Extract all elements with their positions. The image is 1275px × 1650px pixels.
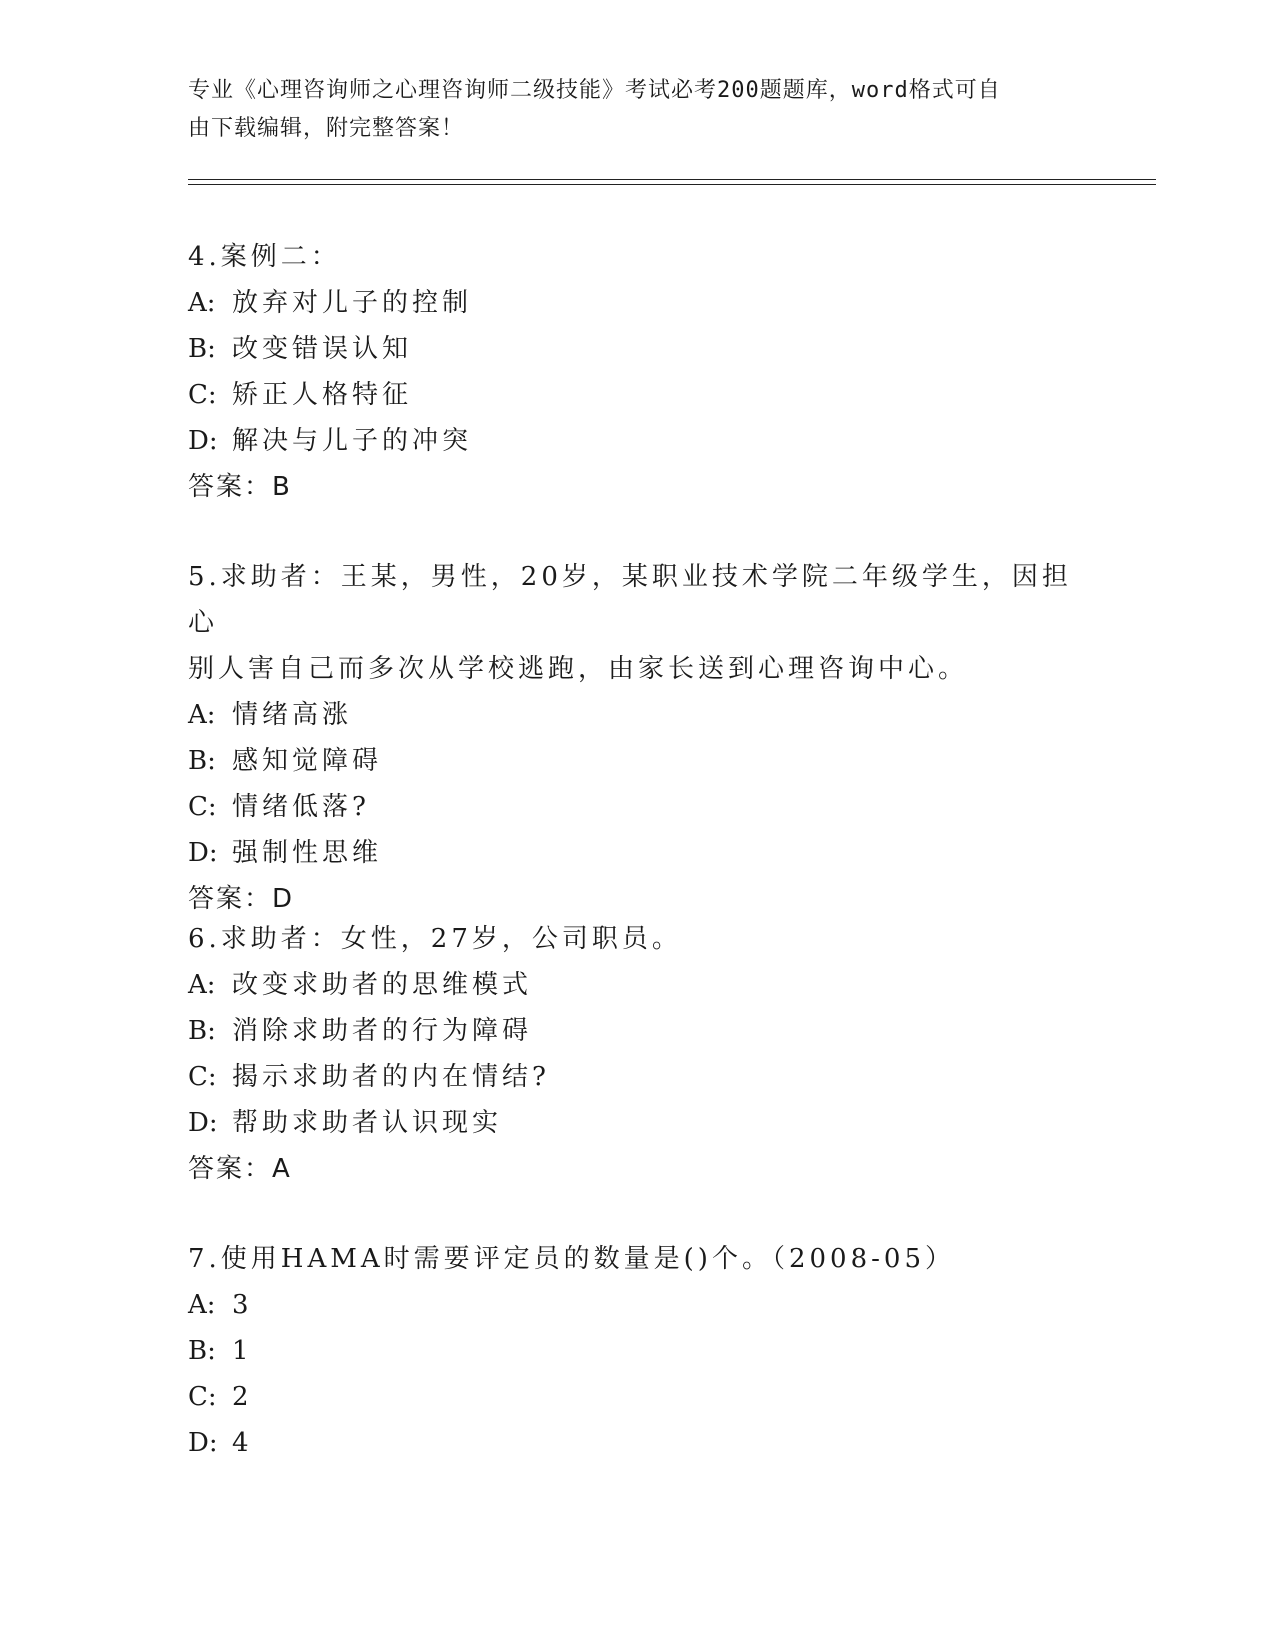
question-stem-continued: 别人害自己而多次从学校逃跑，由家长送到心理咨询中心。	[188, 654, 969, 684]
option-key: B:	[188, 746, 216, 776]
option-d	[188, 830, 1088, 876]
question-5	[188, 554, 1088, 922]
option-a	[188, 1282, 1088, 1328]
question-stem: 5.求助者：王某，男性，20岁，某职业技术学院二年级学生，因担心	[188, 562, 1072, 638]
option-a	[188, 280, 1088, 326]
option-key: C:	[188, 792, 217, 822]
option-b	[188, 326, 1088, 372]
option-a	[188, 692, 1088, 738]
option-text: 矫正人格特征	[232, 380, 413, 410]
document-header	[188, 72, 1068, 148]
option-a	[188, 962, 1088, 1008]
option-key: C:	[188, 380, 217, 410]
question-7	[188, 1236, 1088, 1466]
option-text: 2	[232, 1382, 253, 1412]
option-key: A:	[188, 1290, 216, 1320]
option-text: 解决与儿子的冲突	[232, 426, 473, 456]
option-text: 情绪高涨	[232, 700, 353, 730]
option-text: 强制性思维	[232, 838, 383, 868]
answer-line: 答案：A	[188, 1154, 292, 1184]
option-c	[188, 1054, 1088, 1100]
option-text: 揭示求助者的内在情结?	[232, 1062, 550, 1092]
option-text: 情绪低落?	[232, 792, 370, 822]
header-line-2: 由下载编辑，附完整答案！	[188, 116, 465, 141]
question-stem: 7.使用HAMA时需要评定员的数量是()个。（2008-05）	[188, 1244, 955, 1274]
option-text: 消除求助者的行为障碍	[232, 1016, 533, 1046]
option-key: D:	[188, 1428, 218, 1458]
option-key: B:	[188, 1336, 216, 1366]
question-stem: 4.案例二：	[188, 242, 341, 272]
option-text: 放弃对儿子的控制	[232, 288, 473, 318]
option-text: 4	[232, 1428, 253, 1458]
question-4	[188, 234, 1088, 510]
option-key: A:	[188, 288, 216, 318]
option-key: C:	[188, 1382, 217, 1412]
question-6	[188, 916, 1088, 1192]
option-key: A:	[188, 970, 216, 1000]
option-d	[188, 1100, 1088, 1146]
option-text: 改变求助者的思维模式	[232, 970, 533, 1000]
option-c	[188, 1374, 1088, 1420]
option-c	[188, 372, 1088, 418]
option-key: D:	[188, 838, 218, 868]
option-b	[188, 1328, 1088, 1374]
option-key: C:	[188, 1062, 217, 1092]
option-key: B:	[188, 334, 216, 364]
header-line-1: 专业《心理咨询师之心理咨询师二级技能》考试必考200题题库，word格式可自	[188, 78, 1001, 103]
option-c	[188, 784, 1088, 830]
option-key: A:	[188, 700, 216, 730]
option-d	[188, 418, 1088, 464]
option-key: D:	[188, 1108, 218, 1138]
header-divider-top	[188, 179, 1156, 180]
answer-line: 答案：D	[188, 884, 295, 914]
header-divider-bottom	[188, 184, 1156, 185]
option-text: 改变错误认知	[232, 334, 413, 364]
option-b	[188, 1008, 1088, 1054]
option-text: 感知觉障碍	[232, 746, 383, 776]
option-key: D:	[188, 426, 218, 456]
option-key: B:	[188, 1016, 216, 1046]
option-b	[188, 738, 1088, 784]
option-text: 帮助求助者认识现实	[232, 1108, 503, 1138]
answer-line: 答案：B	[188, 472, 292, 502]
option-d	[188, 1420, 1088, 1466]
option-text: 3	[232, 1290, 253, 1320]
option-text: 1	[232, 1336, 253, 1366]
question-stem: 6.求助者：女性，27岁，公司职员。	[188, 924, 682, 954]
